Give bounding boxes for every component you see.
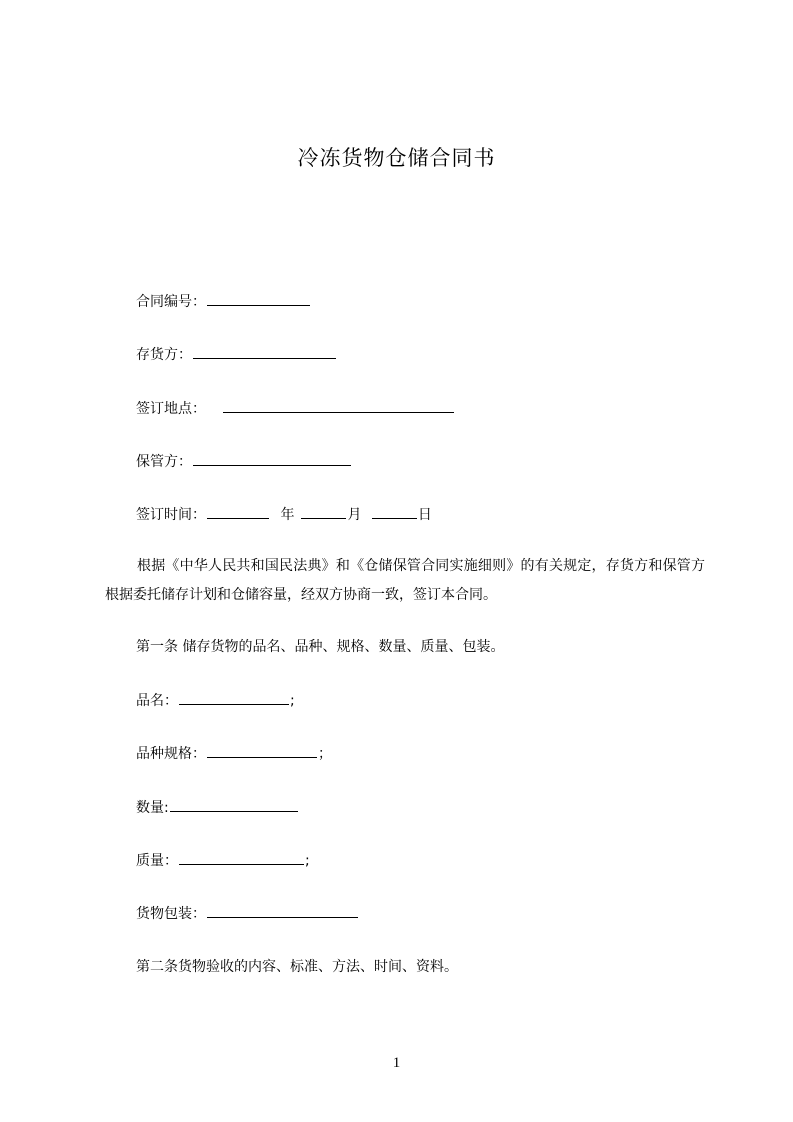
document-title: 冷冻货物仓储合同书 [297, 146, 496, 170]
sign-day-blank[interactable] [372, 503, 417, 519]
depositor-line [136, 343, 337, 366]
goods-packaging-label: 货物包装： [136, 906, 206, 922]
goods-spec-suffix: ； [318, 746, 332, 762]
goods-spec-line [136, 742, 332, 765]
year-label: 年 [280, 507, 295, 523]
custodian-label: 保管方： [136, 454, 192, 470]
sign-time-label: 签订时间： [136, 507, 206, 523]
goods-quantity-label: 数量: [136, 800, 169, 816]
contract-number-line [136, 290, 311, 313]
goods-spec-label: 品种规格： [136, 746, 206, 762]
goods-quality-blank[interactable] [179, 849, 304, 865]
goods-quantity-blank[interactable] [170, 796, 298, 812]
goods-quality-suffix: ; [305, 853, 310, 869]
goods-name-label: 品名： [136, 693, 178, 709]
contract-number-blank[interactable] [207, 290, 310, 306]
depositor-blank[interactable] [193, 343, 336, 359]
goods-name-suffix: ; [290, 693, 295, 709]
intro-paragraph: 根据《中华人民共和国民法典》和《仓储保管合同实施细则》的有关规定，存货方和保管方根据委托储存计划和仓储容量，经双方协商一致，签订本合同。 [105, 558, 705, 603]
sign-time-line [136, 503, 432, 526]
month-label: 月 [347, 507, 362, 523]
depositor-label: 存货方： [136, 347, 192, 363]
contract-number-label: 合同编号： [136, 294, 206, 310]
goods-quantity-line [136, 796, 299, 819]
sign-month-blank[interactable] [301, 503, 346, 519]
sign-year-blank[interactable] [207, 503, 269, 519]
goods-quality-label: 质量： [136, 853, 178, 869]
goods-spec-blank[interactable] [207, 742, 317, 758]
sign-place-line [136, 397, 455, 420]
article-2-heading: 第二条货物验收的内容、标准、方法、时间、资料。 [136, 959, 458, 975]
day-label: 日 [417, 507, 432, 523]
custodian-line [136, 450, 352, 473]
goods-name-blank[interactable] [179, 689, 289, 705]
article-1-heading: 第一条 储存货物的品名、品种、规格、数量、质量、包装。 [136, 639, 505, 655]
custodian-blank[interactable] [193, 450, 351, 466]
page-number: 1 [392, 1055, 401, 1071]
goods-name-line [136, 689, 295, 712]
goods-packaging-blank[interactable] [207, 902, 358, 918]
sign-place-label: 签订地点： [136, 401, 206, 417]
goods-packaging-line [136, 902, 359, 925]
sign-place-blank[interactable] [223, 397, 454, 413]
goods-quality-line [136, 849, 310, 872]
